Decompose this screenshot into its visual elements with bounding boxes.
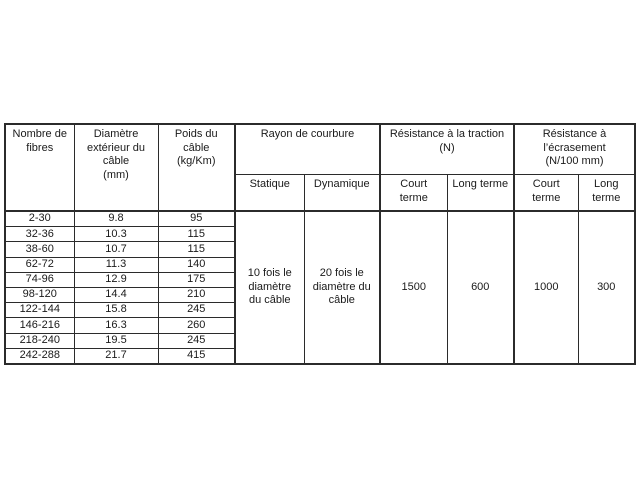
header-tensile-long: Long terme xyxy=(447,175,514,212)
cell-weight: 260 xyxy=(158,318,235,333)
cell-crush-short: 1000 xyxy=(514,211,578,364)
cell-fibers: 146-216 xyxy=(5,318,74,333)
cell-weight: 140 xyxy=(158,257,235,272)
header-row-top xyxy=(5,124,635,175)
cell-diameter: 21.7 xyxy=(74,348,158,364)
cell-weight: 115 xyxy=(158,242,235,257)
cell-weight: 245 xyxy=(158,333,235,348)
header-diameter: Diamètre extérieur du câble (mm) xyxy=(74,124,158,211)
header-crush-short: Court terme xyxy=(514,175,578,212)
cell-diameter: 15.8 xyxy=(74,303,158,318)
cell-weight: 115 xyxy=(158,227,235,242)
cell-diameter: 16.3 xyxy=(74,318,158,333)
cell-diameter: 11.3 xyxy=(74,257,158,272)
cell-diameter: 14.4 xyxy=(74,287,158,302)
header-crush: Résistance à l’écrasement (N/100 mm) xyxy=(514,124,635,175)
cell-bend-dynamic: 20 fois le diamètre du câble xyxy=(304,211,380,364)
cell-fibers: 62-72 xyxy=(5,257,74,272)
header-bend-static: Statique xyxy=(235,175,304,212)
cell-fibers: 32-36 xyxy=(5,227,74,242)
cell-diameter: 9.8 xyxy=(74,211,158,227)
cell-fibers: 2-30 xyxy=(5,211,74,227)
cell-fibers: 74-96 xyxy=(5,272,74,287)
cell-tensile-long: 600 xyxy=(447,211,514,364)
cell-weight: 415 xyxy=(158,348,235,364)
header-fibers: Nombre de fibres xyxy=(5,124,74,211)
cell-diameter: 19.5 xyxy=(74,333,158,348)
cell-fibers: 242-288 xyxy=(5,348,74,364)
header-bend-dynamic: Dynamique xyxy=(304,175,380,212)
cell-diameter: 10.3 xyxy=(74,227,158,242)
table-row xyxy=(5,211,635,227)
cell-diameter: 12.9 xyxy=(74,272,158,287)
header-tensile-short: Court terme xyxy=(380,175,447,212)
cell-weight: 245 xyxy=(158,303,235,318)
header-crush-long: Long terme xyxy=(578,175,635,212)
cell-fibers: 38-60 xyxy=(5,242,74,257)
cell-weight: 210 xyxy=(158,287,235,302)
cell-fibers: 98-120 xyxy=(5,287,74,302)
cell-fibers: 218-240 xyxy=(5,333,74,348)
cable-spec-table xyxy=(4,123,636,365)
cell-bend-static: 10 fois le diamètre du câble xyxy=(235,211,304,364)
header-tensile: Résistance à la traction (N) xyxy=(380,124,514,175)
cell-weight: 175 xyxy=(158,272,235,287)
header-weight: Poids du câble (kg/Km) xyxy=(158,124,235,211)
header-bend-radius: Rayon de courbure xyxy=(235,124,380,175)
cell-weight: 95 xyxy=(158,211,235,227)
cell-crush-long: 300 xyxy=(578,211,635,364)
cell-tensile-short: 1500 xyxy=(380,211,447,364)
cell-diameter: 10.7 xyxy=(74,242,158,257)
cell-fibers: 122-144 xyxy=(5,303,74,318)
